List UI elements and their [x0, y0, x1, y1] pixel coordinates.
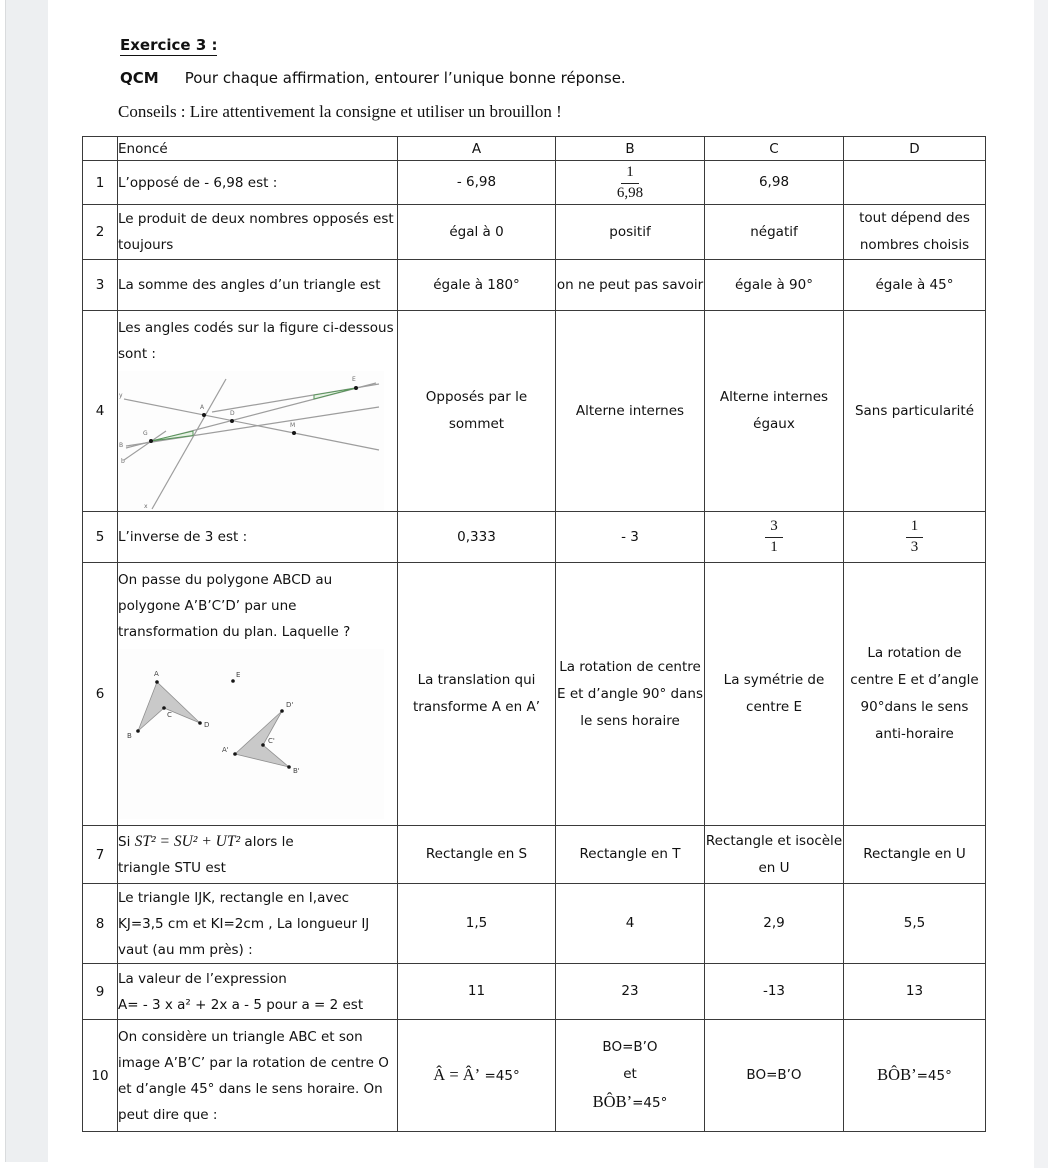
- option-d-cell[interactable]: Rectangle en U: [844, 826, 986, 884]
- fig4-label-G: G: [143, 430, 148, 437]
- option-a-cell[interactable]: La translation qui transforme A en A’: [398, 563, 556, 826]
- option-d-cell[interactable]: Sans particularité: [844, 311, 986, 512]
- fig4-label-x: x: [144, 503, 148, 510]
- question-text: Le produit de deux nombres opposés est toujours: [118, 205, 398, 260]
- fig6-label-A2: A': [222, 746, 229, 754]
- question-text: Le triangle IJK, rectangle en I,avec KJ=3,5 cm et KI=2cm , La longueur IJ vaut (au mm près) :: [118, 884, 398, 964]
- option-d-cell[interactable]: 5,5: [844, 884, 986, 964]
- option-b-cell[interactable]: Alterne internes: [556, 311, 705, 512]
- angle-equality: Â = Â’: [433, 1065, 481, 1084]
- question-text: La valeur de l’expression A= - 3 x a² + 2x a - 5 pour a = 2 est: [118, 964, 398, 1020]
- conseils-text: Conseils : Lire attentivement la consigne et utiliser un brouillon !: [118, 102, 562, 121]
- option-c-cell[interactable]: BO=B’O: [705, 1020, 844, 1132]
- option-c-cell[interactable]: -13: [705, 964, 844, 1020]
- fig6-label-B2: B': [293, 767, 300, 775]
- option-c-cell[interactable]: 6,98: [705, 161, 844, 205]
- page-left-margin-strip: [5, 0, 48, 1162]
- option-a-cell[interactable]: - 6,98: [398, 161, 556, 205]
- fig6-label-B: B: [127, 732, 132, 740]
- option-b-cell[interactable]: Rectangle en T: [556, 826, 705, 884]
- question-text: Si ST² = SU² + UT² alors le triangle STU est: [118, 826, 398, 884]
- qcm-text: Pour chaque affirmation, entourer l’unique bonne réponse.: [184, 69, 626, 87]
- table-row: [83, 826, 986, 884]
- option-a-cell[interactable]: 11: [398, 964, 556, 1020]
- option-b-cell[interactable]: positif: [556, 205, 705, 260]
- angle-notation: BÔB’: [877, 1065, 917, 1084]
- option-b-cell[interactable]: [556, 161, 705, 205]
- option-b-cell[interactable]: - 3: [556, 512, 705, 563]
- option-d-cell[interactable]: La rotation de centre E et d’angle 90°dans le sens anti-horaire: [844, 563, 986, 826]
- question-number: 8: [83, 884, 118, 964]
- angle-notation: BÔB’: [592, 1092, 633, 1111]
- fig6-label-D: D: [204, 721, 210, 729]
- table-row: [83, 884, 986, 964]
- option-b-cell[interactable]: on ne peut pas savoir: [556, 260, 705, 311]
- question-number: 1: [83, 161, 118, 205]
- table-row: [83, 964, 986, 1020]
- question-number: 10: [83, 1020, 118, 1132]
- fig6-label-A: A: [154, 670, 159, 678]
- option-c-cell[interactable]: [705, 512, 844, 563]
- option-a-cell[interactable]: égale à 180°: [398, 260, 556, 311]
- option-c-cell[interactable]: 2,9: [705, 884, 844, 964]
- option-b-cell[interactable]: BO=B’O et BÔB’=45°: [556, 1020, 705, 1132]
- fig4-label-y: y: [119, 392, 123, 399]
- option-d-cell[interactable]: tout dépend des nombres choisis: [844, 205, 986, 260]
- option-a-cell[interactable]: Opposés par le sommet: [398, 311, 556, 512]
- fraction: $\frac{1}{6,98}$: [616, 163, 644, 201]
- table-row: [83, 260, 986, 311]
- fig6-label-D2: D': [286, 701, 294, 709]
- header-col-b: B: [556, 137, 705, 161]
- option-d-cell[interactable]: [844, 161, 986, 205]
- option-d-cell[interactable]: BÔB’=45°: [844, 1020, 986, 1132]
- question-text: L’opposé de - 6,98 est :: [118, 161, 398, 205]
- header-col-c: C: [705, 137, 844, 161]
- table-row: [83, 563, 986, 826]
- option-d-cell[interactable]: [844, 512, 986, 563]
- question-text: On passe du polygone ABCD au polygone A’B’C’D’ par une transformation du plan. Laquelle ? A B C D E A' B' C' D': [118, 563, 398, 826]
- option-a-cell[interactable]: Rectangle en S: [398, 826, 556, 884]
- qcm-table: [82, 136, 986, 1132]
- table-header-row: [83, 137, 986, 161]
- fig4-label-A: A: [200, 404, 205, 411]
- fig6-label-E: E: [236, 671, 241, 679]
- option-d-cell[interactable]: 13: [844, 964, 986, 1020]
- question-number: 2: [83, 205, 118, 260]
- fig4-label-D: D: [230, 410, 235, 417]
- question-number: 6: [83, 563, 118, 826]
- qcm-instruction: [120, 69, 626, 87]
- option-c-cell[interactable]: Rectangle et isocèle en U: [705, 826, 844, 884]
- question-text: Les angles codés sur la figure ci-dessous sont : y B b x G A D M E: [118, 311, 398, 512]
- page-right-margin-strip: [1034, 0, 1048, 1168]
- fraction: $\frac{1}{3}$: [906, 517, 924, 557]
- table-row: [83, 161, 986, 205]
- angles-figure: [118, 371, 384, 511]
- question-number: 4: [83, 311, 118, 512]
- option-a-cell[interactable]: Â = Â’ =45°: [398, 1020, 556, 1132]
- fraction: $\frac{3}{1}$: [765, 517, 783, 557]
- header-col-a: A: [398, 137, 556, 161]
- table-row: [83, 512, 986, 563]
- question-text: On considère un triangle ABC et son image A’B’C’ par la rotation de centre O et d’angle 45° dans le sens horaire. On peut dire que :: [118, 1020, 398, 1132]
- question-number: 3: [83, 260, 118, 311]
- fig4-label-E: E: [352, 376, 356, 383]
- fig6-label-C2: C': [268, 737, 275, 745]
- fig4-label-b: b: [121, 458, 125, 465]
- option-c-cell[interactable]: La symétrie de centre E: [705, 563, 844, 826]
- option-a-cell[interactable]: 0,333: [398, 512, 556, 563]
- question-text: La somme des angles d’un triangle est: [118, 260, 398, 311]
- option-b-cell[interactable]: 23: [556, 964, 705, 1020]
- table-row: [83, 205, 986, 260]
- table-row: [83, 311, 986, 512]
- pythagoras-formula: ST² = SU² + UT²: [134, 832, 241, 850]
- fig6-label-C: C: [167, 711, 172, 719]
- option-b-cell[interactable]: La rotation de centre E et d’angle 90° dans le sens horaire: [556, 563, 705, 826]
- fig4-label-B: B: [119, 442, 124, 449]
- question-number: 7: [83, 826, 118, 884]
- fig4-label-M: M: [290, 422, 296, 429]
- header-col-d: D: [844, 137, 986, 161]
- page-title: Exercice 3 :: [120, 36, 218, 54]
- qcm-label: QCM: [120, 69, 159, 87]
- option-d-cell[interactable]: égale à 45°: [844, 260, 986, 311]
- option-a-cell[interactable]: 1,5: [398, 884, 556, 964]
- option-a-cell[interactable]: égal à 0: [398, 205, 556, 260]
- question-number: 5: [83, 512, 118, 563]
- header-num-cell: [83, 137, 118, 161]
- option-b-cell[interactable]: 4: [556, 884, 705, 964]
- polygons-figure: [118, 649, 384, 819]
- header-enonce: Enoncé: [118, 137, 398, 161]
- option-c-cell[interactable]: égale à 90°: [705, 260, 844, 311]
- option-c-cell[interactable]: Alterne internes égaux: [705, 311, 844, 512]
- table-row: [83, 1020, 986, 1132]
- option-c-cell[interactable]: négatif: [705, 205, 844, 260]
- question-text: L’inverse de 3 est :: [118, 512, 398, 563]
- question-number: 9: [83, 964, 118, 1020]
